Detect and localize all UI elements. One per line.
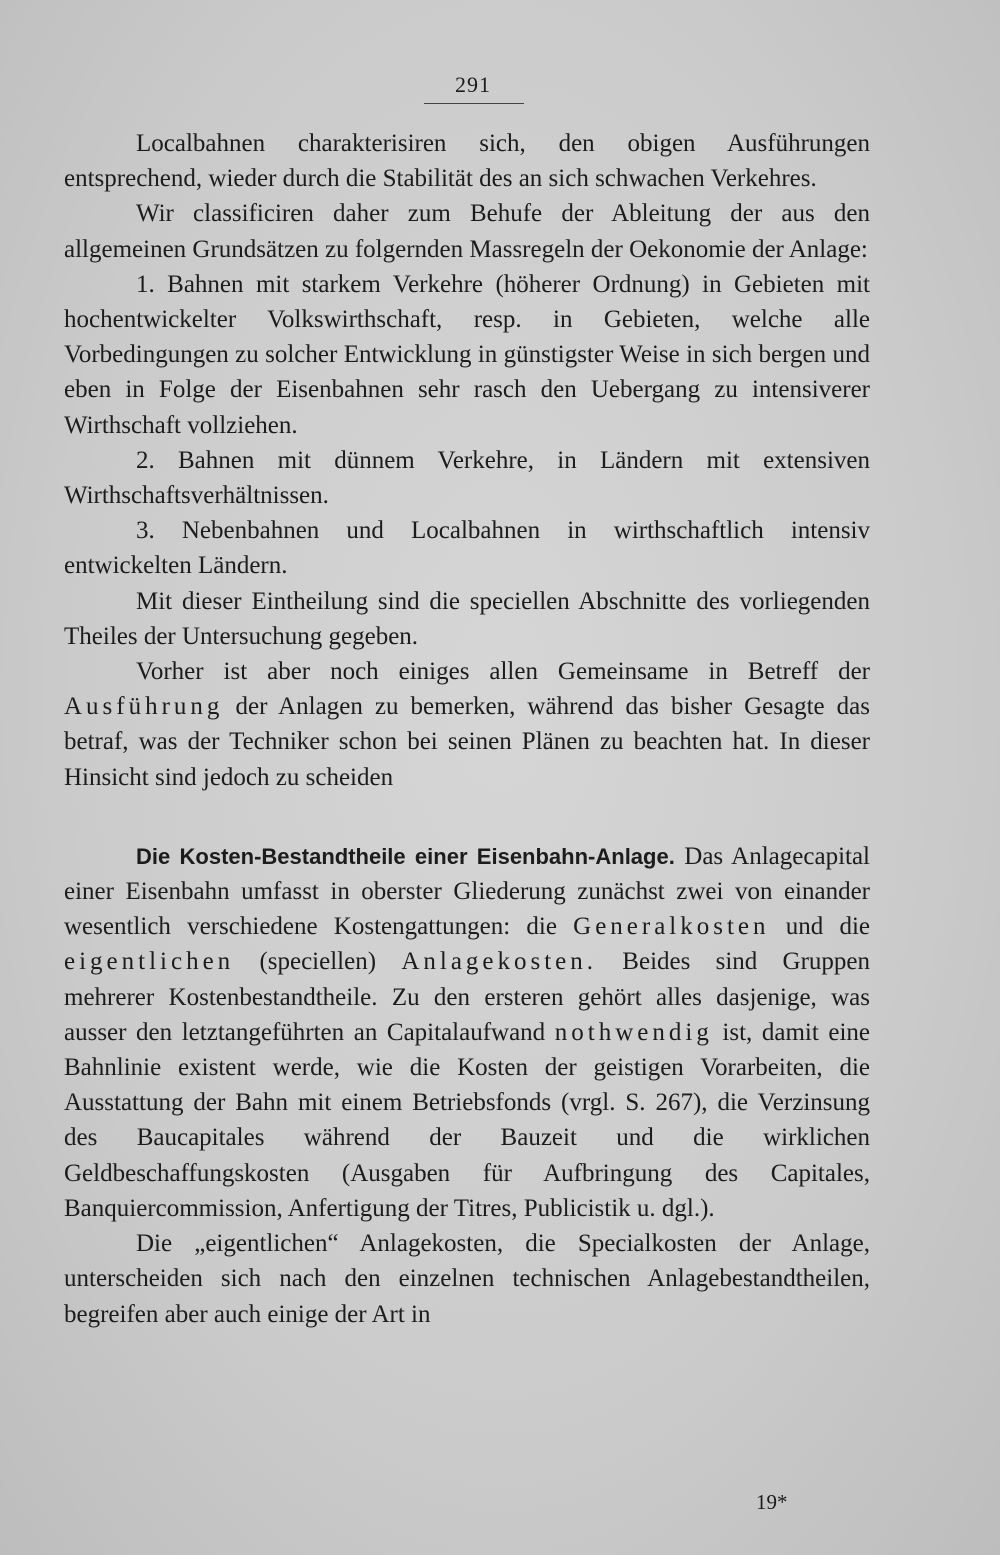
list-item-2: 2. Bahnen mit dünnem Verkehre, in Ländern mit extensiven Wirthschaftsverhältnissen. (64, 446, 870, 510)
header-rule (424, 103, 524, 104)
text-run: der Anlagen zu bemerken, während das bisher Gesagte das betraf, was der Techniker schon bei seinen Plänen zu beachten hat. In dieser Hinsicht sind jedoch zu scheiden (64, 693, 871, 791)
page-number: 291 (455, 72, 491, 97)
text-run: ist, damit eine Bahnlinie existent werde, wie die Kosten der geistigen Vorarbeiten, die Ausstattung der Bahn mit einem Betriebsfonds (vrgl. S. 267), die Verzinsung des Baucapitales während der Bauzeit und die wirklichen Geldbeschaffungskosten (Ausgaben für Aufbringung des Capitales, Banquiercommission, Anfertigung der Titres, Publicistik u. dgl.). (64, 1018, 871, 1222)
text-run: Das Anlagecapital einer Eisenbahn umfasst in oberster Gliederung zunächst zwei von einander wesentlich verschiedene Kostengattungen: die (64, 842, 870, 941)
spaced-emphasis: Anlagekosten. (401, 948, 598, 976)
spaced-emphasis: Ausführung (64, 693, 224, 721)
list-item-3: 3. Nebenbahnen und Localbahnen in wirthschaftlich intensiv entwickelten Ländern. (64, 517, 870, 580)
paragraph-eigentlichen-anlagekosten: Die „eigentlichen“ Anlagekosten, die Specialkosten der Anlage, unterscheiden sich nach den einzelnen technischen Anlagebestandtheilen, begreifen aber auch einige der Art in (64, 1230, 870, 1328)
spaced-emphasis: eigentlichen (64, 948, 235, 976)
paragraph-ausfuehrung (64, 654, 870, 795)
paragraph-classification-intro: Wir classificiren daher zum Behufe der Ableitung der aus den allgemeinen Grundsätzen zu folgernden Massregeln der Oekonomie der Anlage: (64, 200, 870, 263)
spaced-emphasis: Generalkosten (573, 913, 770, 941)
text-run: (speciellen) (259, 948, 377, 976)
text-run: Vorher ist aber noch einiges allen Gemeinsame in Betreff der (136, 658, 870, 686)
paragraph-kosten-bestandtheile (64, 839, 870, 1226)
spaced-emphasis: nothwendig (554, 1018, 713, 1046)
text-run: Beides sind Gruppen mehrerer Kostenbestandtheile. Zu den ersteren gehört alles dasjenige, was ausser den letztangeführten an Capitalaufwand (64, 948, 871, 1046)
text-run: und die (785, 913, 871, 941)
section-heading: Die Kosten-Bestandtheile einer Eisenbahn-Anlage. (136, 843, 675, 869)
list-item-1: 1. Bahnen mit starkem Verkehre (höherer Ordnung) in Gebieten mit hochentwickelter Volkswirthschaft, resp. in Gebieten, welche alle Vorbedingungen zu solcher Entwicklung in günstigster Weise in sich bergen und eben in Folge der Eisenbahnen sehr rasch den Uebergang zu intensiverer Wirthschaft vollziehen. (64, 270, 870, 439)
body-text (64, 126, 870, 1332)
paragraph-eintheilung: Mit dieser Eintheilung sind die speciellen Abschnitte des vorliegenden Theiles der Untersuchung gegeben. (64, 587, 870, 650)
paragraph-localbahnen: Localbahnen charakterisiren sich, den obigen Ausführungen entsprechend, wieder durch die Stabilität des an sich schwachen Verkehres. (64, 130, 870, 193)
signature-mark: 19* (756, 1490, 788, 1514)
section-gap (64, 795, 870, 839)
